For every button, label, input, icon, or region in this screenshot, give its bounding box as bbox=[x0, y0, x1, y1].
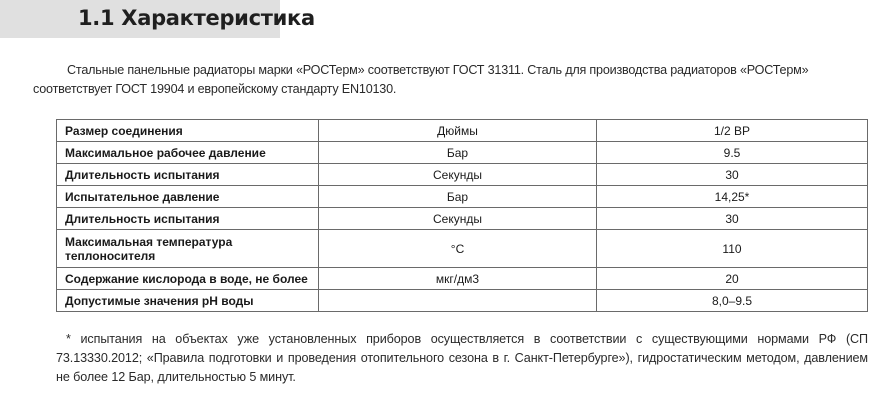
param-unit: °С bbox=[319, 230, 597, 268]
param-name: Длительность испытания bbox=[57, 208, 319, 230]
param-value: 9.5 bbox=[597, 142, 868, 164]
param-value: 14,25* bbox=[597, 186, 868, 208]
param-name: Размер соединения bbox=[57, 120, 319, 142]
param-unit: Дюймы bbox=[319, 120, 597, 142]
table-row bbox=[57, 142, 868, 164]
param-value: 30 bbox=[597, 164, 868, 186]
param-unit: Секунды bbox=[319, 208, 597, 230]
param-value: 30 bbox=[597, 208, 868, 230]
param-unit: мкг/дм3 bbox=[319, 268, 597, 290]
table-row bbox=[57, 186, 868, 208]
param-name: Максимальное рабочее давление bbox=[57, 142, 319, 164]
section-title: 1.1 Характеристика bbox=[78, 6, 315, 30]
footnote: * испытания на объектах уже установленных приборов осуществляется в соответствии с существующими нормами РФ (СП 73.13330.2012; «Правила подготовки и проведения отопительного сезона в г. Санкт-Петербурге»), гидростатическим методом, давлением не более 12 Бар, длительностью 5 минут. bbox=[56, 332, 868, 384]
intro-paragraph: Стальные панельные радиаторы марки «РОСТерм» соответствуют ГОСТ 31311. Сталь для производства радиаторов «РОСТерм» соответствует ГОСТ 19904 и европейскому стандарту EN10130. bbox=[33, 63, 809, 96]
param-unit: Бар bbox=[319, 186, 597, 208]
param-name: Длительность испытания bbox=[57, 164, 319, 186]
table-row bbox=[57, 164, 868, 186]
param-name: Испытательное давление bbox=[57, 186, 319, 208]
param-name: Содержание кислорода в воде, не более bbox=[57, 268, 319, 290]
param-unit bbox=[319, 290, 597, 312]
param-value: 110 bbox=[597, 230, 868, 268]
param-value: 1/2 ВР bbox=[597, 120, 868, 142]
param-name: Максимальная температура теплоносителя bbox=[57, 230, 319, 268]
param-unit: Секунды bbox=[319, 164, 597, 186]
table-row bbox=[57, 290, 868, 312]
table-row bbox=[57, 208, 868, 230]
table-row bbox=[57, 268, 868, 290]
specifications-table bbox=[56, 119, 868, 312]
param-name: Допустимые значения pH воды bbox=[57, 290, 319, 312]
param-unit: Бар bbox=[319, 142, 597, 164]
param-value: 8,0–9.5 bbox=[597, 290, 868, 312]
param-value: 20 bbox=[597, 268, 868, 290]
table-row bbox=[57, 230, 868, 268]
table-row bbox=[57, 120, 868, 142]
